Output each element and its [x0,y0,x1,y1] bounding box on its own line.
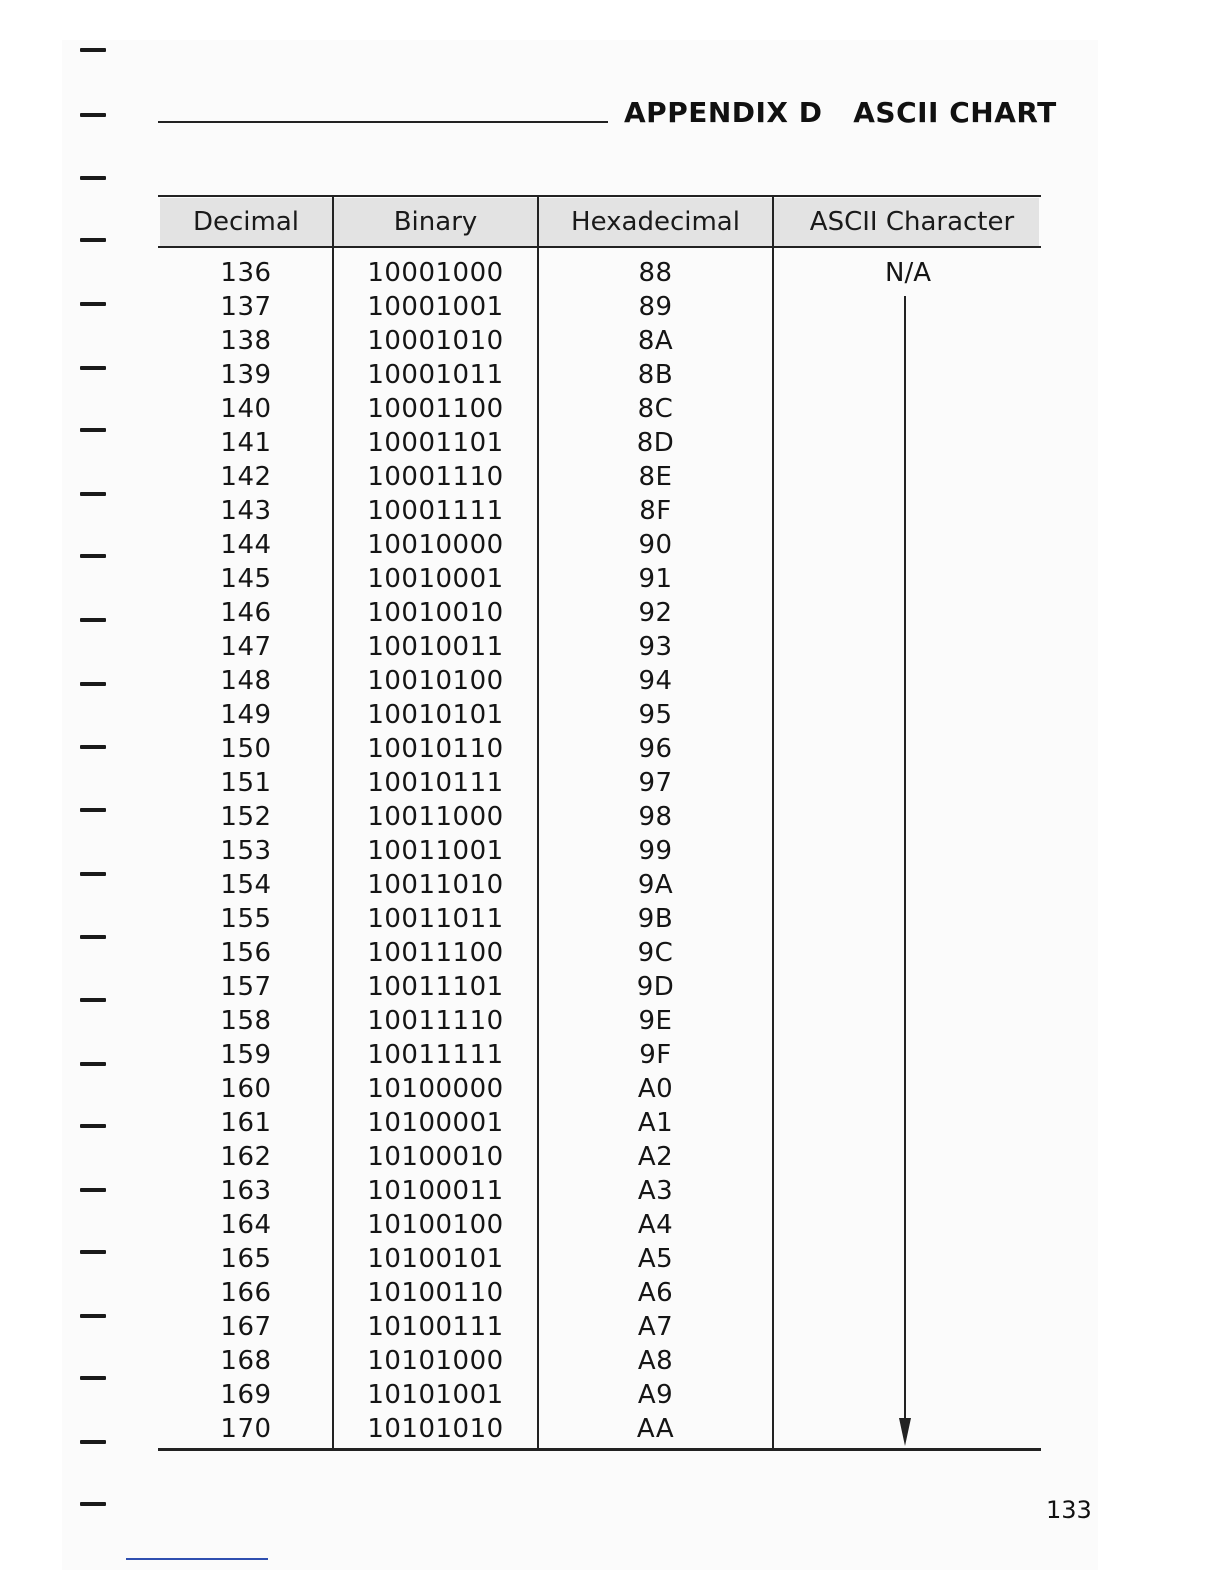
decimal-cell: 166 [220,1278,272,1308]
binary-cell: 10100010 [367,1142,504,1172]
decimal-cell: 144 [220,530,272,560]
column-header-hexadecimal: Hexadecimal [571,207,740,237]
binary-cell: 10100111 [367,1312,504,1342]
margin-tick [80,428,106,432]
margin-tick [80,1124,106,1128]
margin-tick [80,48,106,52]
margin-tick [80,808,106,812]
margin-tick [80,1502,106,1506]
hexadecimal-cell: A2 [637,1142,674,1172]
hexadecimal-cell: 8A [637,326,674,356]
margin-tick [80,872,106,876]
decimal-cell: 164 [220,1210,272,1240]
hexadecimal-cell: 89 [638,292,673,322]
decimal-cell: 141 [220,428,272,458]
binary-cell: 10101000 [367,1346,504,1376]
binary-cell: 10010110 [367,734,504,764]
binary-cell: 10001000 [367,258,504,288]
margin-tick [80,366,106,370]
decimal-cell: 153 [220,836,272,866]
binary-cell: 10001001 [367,292,504,322]
hexadecimal-cell: 98 [638,802,673,832]
binary-cell: 10010011 [367,632,504,662]
decimal-cell: 163 [220,1176,272,1206]
hexadecimal-cell: 8F [639,496,672,526]
bottom-edge-mark [126,1558,268,1560]
decimal-cell: 161 [220,1108,272,1138]
binary-cell: 10011010 [367,870,504,900]
binary-cell: 10001110 [367,462,504,492]
decimal-cell: 140 [220,394,272,424]
hexadecimal-cell: 8D [636,428,675,458]
decimal-cell: 136 [220,258,272,288]
binary-cell: 10001011 [367,360,504,390]
decimal-cell: 165 [220,1244,272,1274]
binary-cell: 10010000 [367,530,504,560]
hexadecimal-cell: 9C [637,938,674,968]
margin-tick [80,238,106,242]
binary-cell: 10001010 [367,326,504,356]
hexadecimal-cell: 8B [637,360,674,390]
hexadecimal-cell: 9D [636,972,675,1002]
hexadecimal-cell: 93 [638,632,673,662]
binary-cell: 10100000 [367,1074,504,1104]
hexadecimal-cell: AA [636,1414,675,1444]
binary-cell: 10010010 [367,598,504,628]
margin-tick [80,1062,106,1066]
decimal-cell: 168 [220,1346,272,1376]
decimal-cell: 143 [220,496,272,526]
page-title: APPENDIX D ASCII CHART [624,96,1057,129]
table-header-rule [158,246,1041,248]
binary-cell: 10011000 [367,802,504,832]
binary-cell: 10100100 [367,1210,504,1240]
column-header-decimal: Decimal [192,207,300,237]
margin-tick [80,745,106,749]
margin-tick [80,1376,106,1380]
hexadecimal-cell: 99 [638,836,673,866]
hexadecimal-cell: A1 [637,1108,674,1138]
binary-cell: 10100011 [367,1176,504,1206]
decimal-column [160,256,332,1446]
margin-tick [80,1188,106,1192]
margin-tick [80,302,106,306]
page-number: 133 [1046,1496,1092,1524]
binary-cell: 10010101 [367,700,504,730]
decimal-cell: 156 [220,938,272,968]
binary-cell: 10100001 [367,1108,504,1138]
binary-cell: 10011001 [367,836,504,866]
table-top-rule [158,195,1041,197]
hexadecimal-cell: 88 [638,258,673,288]
decimal-cell: 152 [220,802,272,832]
decimal-cell: 139 [220,360,272,390]
margin-tick [80,682,106,686]
decimal-cell: 157 [220,972,272,1002]
hexadecimal-cell: 94 [638,666,673,696]
hexadecimal-cell: 8C [637,394,674,424]
hexadecimal-cell: A4 [637,1210,674,1240]
header-rule [158,121,608,123]
column-header-binary: Binary [393,207,478,237]
binary-cell: 10001100 [367,394,504,424]
binary-cell: 10001101 [367,428,504,458]
decimal-cell: 154 [220,870,272,900]
decimal-cell: 167 [220,1312,272,1342]
binary-cell: 10011110 [367,1006,504,1036]
column-divider [772,196,774,1450]
binary-cell: 10011101 [367,972,504,1002]
hexadecimal-cell: A3 [637,1176,674,1206]
binary-column [334,256,537,1446]
hexadecimal-cell: 97 [638,768,673,798]
margin-tick [80,554,106,558]
hexadecimal-cell: 9A [637,870,674,900]
hexadecimal-cell: 9B [637,904,674,934]
decimal-cell: 158 [220,1006,272,1036]
ascii-character-value: N/A [885,258,931,288]
decimal-cell: 159 [220,1040,272,1070]
margin-tick [80,998,106,1002]
decimal-cell: 145 [220,564,272,594]
decimal-cell: 149 [220,700,272,730]
decimal-cell: 170 [220,1414,272,1444]
decimal-cell: 155 [220,904,272,934]
decimal-cell: 142 [220,462,272,492]
hexadecimal-cell: 91 [638,564,673,594]
hexadecimal-cell: A6 [637,1278,674,1308]
down-arrow-icon [895,290,915,1450]
hexadecimal-cell: 95 [638,700,673,730]
decimal-cell: 148 [220,666,272,696]
decimal-cell: 138 [220,326,272,356]
decimal-cell: 162 [220,1142,272,1172]
hexadecimal-cell: A5 [637,1244,674,1274]
column-header-ascii-character: ASCII Character [809,207,1015,237]
binary-cell: 10010001 [367,564,504,594]
hexadecimal-cell: A0 [637,1074,674,1104]
decimal-cell: 151 [220,768,272,798]
hexadecimal-cell: 90 [638,530,673,560]
decimal-cell: 137 [220,292,272,322]
hexadecimal-cell: 9E [638,1006,673,1036]
decimal-cell: 147 [220,632,272,662]
decimal-cell: 146 [220,598,272,628]
margin-tick [80,1314,106,1318]
binary-cell: 10011100 [367,938,504,968]
decimal-cell: 169 [220,1380,272,1410]
binary-cell: 10101001 [367,1380,504,1410]
margin-tick [80,1250,106,1254]
binary-cell: 10001111 [367,496,504,526]
binary-cell: 10010100 [367,666,504,696]
margin-tick [80,1440,106,1444]
hexadecimal-cell: A9 [637,1380,674,1410]
margin-tick [80,176,106,180]
margin-tick [80,113,106,117]
hexadecimal-cell: A8 [637,1346,674,1376]
hexadecimal-cell: 96 [638,734,673,764]
decimal-cell: 150 [220,734,272,764]
margin-tick [80,492,106,496]
hexadecimal-cell: 8E [638,462,673,492]
binary-cell: 10011111 [367,1040,504,1070]
hexadecimal-cell: 9F [639,1040,672,1070]
hexadecimal-cell: A7 [637,1312,674,1342]
margin-tick [80,618,106,622]
binary-cell: 10101010 [367,1414,504,1444]
binary-cell: 10011011 [367,904,504,934]
hexadecimal-column [539,256,772,1446]
binary-cell: 10010111 [367,768,504,798]
decimal-cell: 160 [220,1074,272,1104]
binary-cell: 10100110 [367,1278,504,1308]
margin-tick [80,935,106,939]
hexadecimal-cell: 92 [638,598,673,628]
binary-cell: 10100101 [367,1244,504,1274]
